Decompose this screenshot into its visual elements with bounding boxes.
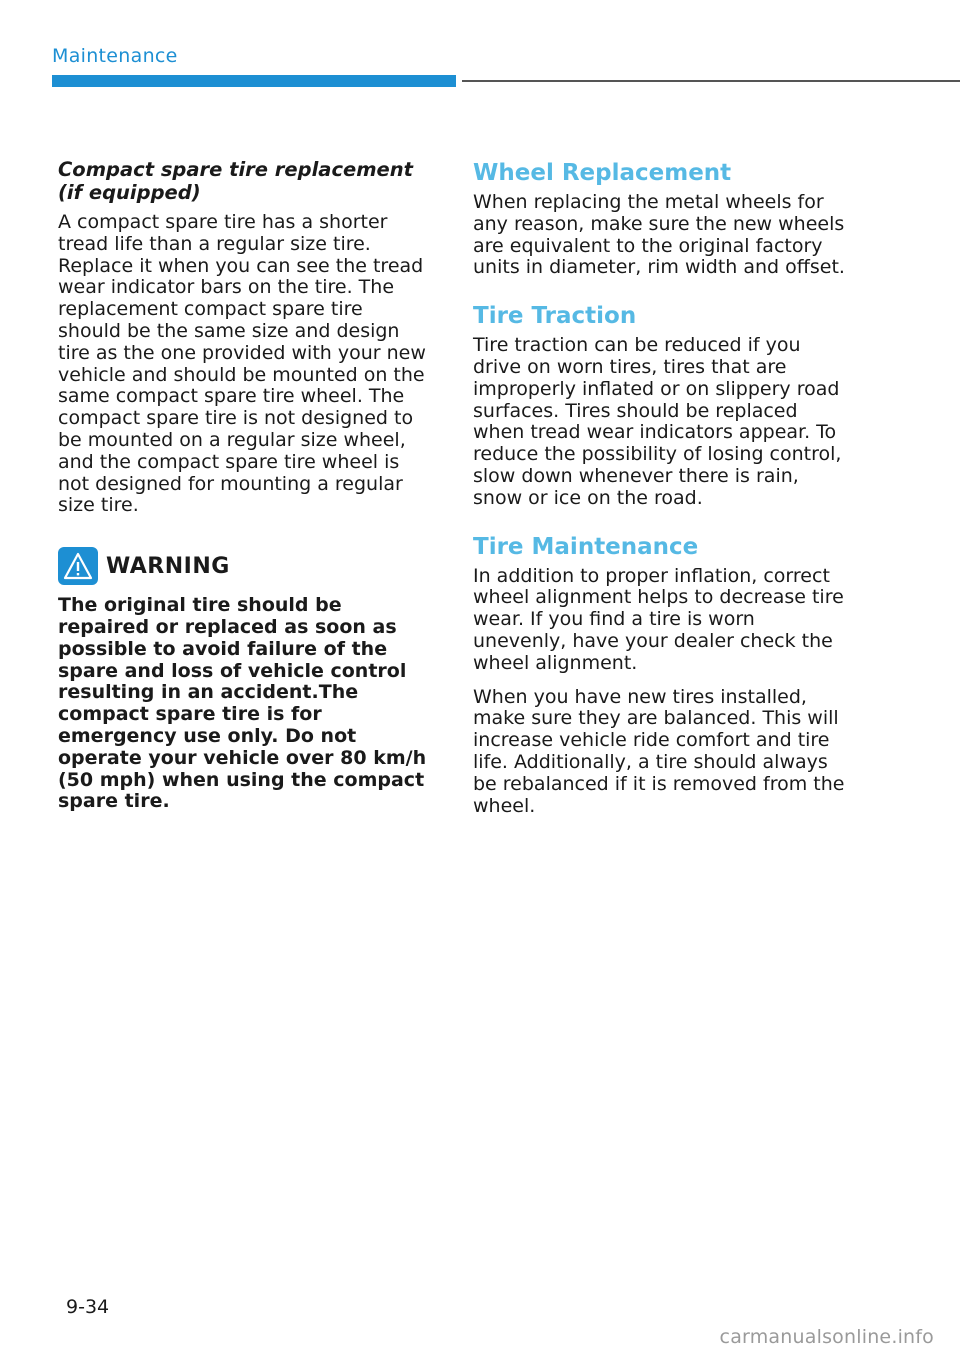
wheel-replacement-text: When replacing the metal wheels for any reason, make sure the new wheels are equivalent to the original factory units in diameter, rim width and offset. (473, 191, 845, 279)
warning-triangle-icon (58, 547, 98, 585)
right-column (473, 158, 848, 817)
tire-maintenance-text-1: In addition to proper inflation, correct wheel alignment helps to decrease tire wear. If you find a tire is worn unevenly, have your dealer check the wheel alignment. (473, 564, 844, 674)
section-header: Maintenance (52, 45, 178, 67)
spare-tire-subheading: Compact spare tire replacement (if equipped) (58, 158, 413, 204)
warning-header (58, 547, 430, 585)
left-column (58, 158, 430, 813)
tire-maintenance-text-2: When you have new tires installed, make sure they are balanced. This will increase vehicle ride comfort and tire life. Additionally, a tire should always be rebalanced if it is removed from the wheel. (473, 685, 845, 817)
header-accent-bar (52, 75, 456, 87)
tire-traction-title: Tire Traction (473, 303, 637, 330)
header-rule (462, 80, 960, 82)
warning-text: The original tire should be repaired or replaced as soon as possible to avoid failure of the spare and loss of vehicle control resulting in an accident.The compact spare tire is for emergency use only. Do not operate your vehicle over 80 km/h (50 mph) when using the compact spare tire. (58, 594, 427, 813)
wheel-replacement-title: Wheel Replacement (473, 160, 732, 186)
tire-traction-text: Tire traction can be reduced if you drive on worn tires, tires that are improperly inflated or on slippery road surfaces. Tires should be replaced when tread wear indicators appear. To reduce the possibility of losing control, slow down whenever there is rain, snow or ice on the road. (473, 334, 842, 509)
tire-maintenance-title: Tire Maintenance (473, 533, 699, 560)
watermark: carmanualsonline.info (719, 1326, 934, 1348)
page-number: 9-34 (66, 1296, 110, 1318)
spare-tire-paragraph: A compact spare tire has a shorter tread life than a regular size tire. Replace it when you can see the tread wear indicator bars on the tire. The replacement compact spare tire should be the same size and design tire as the one provided with your new vehicle and should be mounted on the same compact spare tire wheel. The compact spare tire is not designed to be mounted on a regular size wheel, and the compact spare tire wheel is not designed for mounting a regular size tire. (58, 211, 426, 517)
warning-title: WARNING (106, 553, 230, 579)
